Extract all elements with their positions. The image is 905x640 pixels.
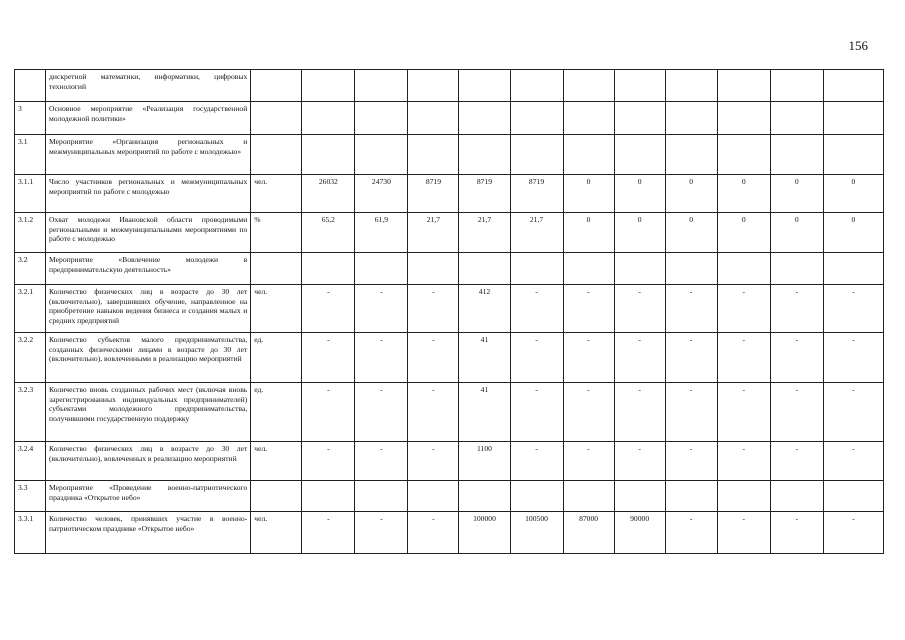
value-cell: - — [355, 442, 408, 481]
unit-cell — [251, 253, 302, 285]
value-cell: 21,7 — [459, 213, 510, 253]
row-number-cell: 3.1.2 — [15, 213, 46, 253]
indicator-name-cell: Мероприятие «Организация региональных и межмуниципальных мероприятий по работе с молодежью» — [46, 135, 251, 175]
value-cell: - — [408, 442, 459, 481]
value-cell: - — [510, 333, 563, 383]
table-row — [15, 481, 884, 512]
value-cell — [459, 70, 510, 102]
row-number-cell: 3.3 — [15, 481, 46, 512]
value-cell: 0 — [665, 213, 717, 253]
value-cell — [510, 253, 563, 285]
value-cell — [823, 135, 883, 175]
value-cell — [717, 481, 770, 512]
value-cell: - — [770, 333, 823, 383]
value-cell: 412 — [459, 285, 510, 333]
value-cell — [614, 253, 665, 285]
value-cell: 41 — [459, 383, 510, 442]
table-body — [15, 70, 884, 554]
value-cell: 26032 — [302, 175, 355, 213]
row-number-cell: 3.2.2 — [15, 333, 46, 383]
value-cell: 0 — [823, 213, 883, 253]
value-cell — [823, 253, 883, 285]
value-cell: 21,7 — [408, 213, 459, 253]
value-cell: 0 — [717, 175, 770, 213]
value-cell — [355, 70, 408, 102]
value-cell: 0 — [770, 175, 823, 213]
indicator-name-cell: Количество физических лиц в возрасте до 30 лет (включительно), завершивших обучение, направленное на приобретение навыков ведения бизнеса и создания малых и средних предприятий — [46, 285, 251, 333]
value-cell: - — [665, 512, 717, 554]
value-cell — [459, 481, 510, 512]
indicator-name-cell: Количество физических лиц в возрасте до 30 лет (включительно), вовлеченных в реализацию мероприятий — [46, 442, 251, 481]
value-cell — [302, 481, 355, 512]
value-cell: 41 — [459, 333, 510, 383]
row-number-cell: 3.2.3 — [15, 383, 46, 442]
value-cell — [302, 135, 355, 175]
value-cell — [665, 102, 717, 135]
value-cell — [408, 253, 459, 285]
indicator-name-cell: Основное мероприятие «Реализация государственной молодежной политики» — [46, 102, 251, 135]
value-cell — [355, 135, 408, 175]
value-cell — [510, 481, 563, 512]
value-cell — [563, 481, 614, 512]
value-cell: - — [563, 442, 614, 481]
indicator-name-cell: Количество человек, принявших участие в военно-патриотическом празднике «Открытое небо» — [46, 512, 251, 554]
value-cell: 0 — [665, 175, 717, 213]
value-cell: - — [614, 383, 665, 442]
value-cell — [614, 70, 665, 102]
value-cell: - — [408, 285, 459, 333]
value-cell: - — [665, 285, 717, 333]
value-cell — [459, 253, 510, 285]
value-cell — [770, 70, 823, 102]
value-cell: - — [823, 442, 883, 481]
value-cell: 0 — [770, 213, 823, 253]
row-number-cell: 3.2.4 — [15, 442, 46, 481]
value-cell — [665, 253, 717, 285]
table-row — [15, 333, 884, 383]
row-number-cell: 3.1 — [15, 135, 46, 175]
value-cell — [665, 135, 717, 175]
value-cell — [614, 481, 665, 512]
indicator-name-cell: Мероприятие «Проведение военно-патриотического праздника «Открытое небо» — [46, 481, 251, 512]
value-cell: - — [408, 512, 459, 554]
value-cell: - — [355, 285, 408, 333]
value-cell: 1100 — [459, 442, 510, 481]
value-cell: 0 — [823, 175, 883, 213]
value-cell — [563, 253, 614, 285]
unit-cell: чел. — [251, 175, 302, 213]
row-number-cell: 3.2 — [15, 253, 46, 285]
value-cell — [408, 135, 459, 175]
value-cell: - — [302, 512, 355, 554]
value-cell — [614, 135, 665, 175]
value-cell: - — [355, 383, 408, 442]
value-cell: - — [770, 512, 823, 554]
unit-cell: % — [251, 213, 302, 253]
value-cell: 8719 — [459, 175, 510, 213]
indicators-table — [14, 69, 884, 554]
row-number-cell: 3.1.1 — [15, 175, 46, 213]
value-cell — [563, 102, 614, 135]
value-cell: - — [770, 383, 823, 442]
value-cell: 24730 — [355, 175, 408, 213]
unit-cell: чел. — [251, 442, 302, 481]
value-cell: - — [823, 512, 883, 554]
value-cell: - — [563, 285, 614, 333]
value-cell — [510, 135, 563, 175]
value-cell: - — [614, 333, 665, 383]
value-cell: - — [408, 333, 459, 383]
value-cell — [665, 481, 717, 512]
value-cell — [408, 70, 459, 102]
value-cell: 8719 — [408, 175, 459, 213]
value-cell: - — [770, 442, 823, 481]
table-row — [15, 135, 884, 175]
value-cell: - — [614, 442, 665, 481]
value-cell: 100000 — [459, 512, 510, 554]
value-cell: 0 — [717, 213, 770, 253]
value-cell — [510, 70, 563, 102]
table-row — [15, 383, 884, 442]
value-cell: 21,7 — [510, 213, 563, 253]
value-cell: - — [302, 285, 355, 333]
table-row — [15, 512, 884, 554]
value-cell: - — [355, 333, 408, 383]
value-cell — [355, 481, 408, 512]
value-cell: - — [510, 442, 563, 481]
value-cell — [408, 102, 459, 135]
value-cell — [408, 481, 459, 512]
value-cell — [302, 102, 355, 135]
value-cell — [823, 481, 883, 512]
value-cell — [665, 70, 717, 102]
table-row — [15, 175, 884, 213]
table-row — [15, 102, 884, 135]
row-number-cell — [15, 70, 46, 102]
unit-cell: ед. — [251, 383, 302, 442]
indicator-name-cell: Охват молодежи Ивановской области проводимыми региональными и межмуниципальными мероприятиями по работе с молодежью — [46, 213, 251, 253]
unit-cell — [251, 481, 302, 512]
value-cell: - — [665, 442, 717, 481]
unit-cell: чел. — [251, 512, 302, 554]
value-cell: - — [510, 383, 563, 442]
indicator-name-cell: дискретной математики, информатики, цифровых технологий — [46, 70, 251, 102]
value-cell: - — [563, 333, 614, 383]
value-cell — [717, 253, 770, 285]
value-cell: - — [665, 333, 717, 383]
value-cell — [510, 102, 563, 135]
value-cell: - — [717, 383, 770, 442]
value-cell: 0 — [563, 175, 614, 213]
value-cell — [355, 253, 408, 285]
value-cell: 61,9 — [355, 213, 408, 253]
unit-cell: ед. — [251, 333, 302, 383]
value-cell: 0 — [563, 213, 614, 253]
value-cell: - — [302, 442, 355, 481]
value-cell: - — [614, 285, 665, 333]
row-number-cell: 3.2.1 — [15, 285, 46, 333]
indicator-name-cell: Количество субъектов малого предпринимательства, созданных физическими лицами в возрасте до 30 лет (включительно), вовлеченными в реализацию мероприятий — [46, 333, 251, 383]
value-cell: - — [770, 285, 823, 333]
value-cell: 100500 — [510, 512, 563, 554]
value-cell: - — [408, 383, 459, 442]
value-cell — [459, 102, 510, 135]
unit-cell — [251, 135, 302, 175]
page-number: 156 — [848, 38, 868, 53]
indicator-name-cell: Мероприятие «Вовлечение молодежи в предпринимательскую деятельность» — [46, 253, 251, 285]
value-cell: - — [563, 383, 614, 442]
value-cell — [459, 135, 510, 175]
value-cell: - — [717, 442, 770, 481]
value-cell: 0 — [614, 175, 665, 213]
value-cell — [770, 102, 823, 135]
value-cell — [823, 70, 883, 102]
value-cell — [614, 102, 665, 135]
unit-cell — [251, 102, 302, 135]
table-row — [15, 213, 884, 253]
table-row — [15, 253, 884, 285]
value-cell: 65,2 — [302, 213, 355, 253]
value-cell: - — [823, 333, 883, 383]
value-cell: 0 — [614, 213, 665, 253]
value-cell: - — [355, 512, 408, 554]
value-cell — [302, 70, 355, 102]
value-cell — [717, 102, 770, 135]
value-cell — [770, 135, 823, 175]
indicator-name-cell: Количество вновь созданных рабочих мест (включая вновь зарегистрированных индивидуальных предпринимателей) субъектами молодежного предпринимательства, получившими государственную поддержку — [46, 383, 251, 442]
value-cell — [717, 135, 770, 175]
value-cell: 90000 — [614, 512, 665, 554]
value-cell: - — [510, 285, 563, 333]
table-row — [15, 70, 884, 102]
value-cell — [770, 253, 823, 285]
value-cell — [717, 70, 770, 102]
value-cell: - — [717, 333, 770, 383]
value-cell: - — [717, 512, 770, 554]
value-cell — [563, 135, 614, 175]
row-number-cell: 3.3.1 — [15, 512, 46, 554]
value-cell: - — [302, 333, 355, 383]
value-cell — [355, 102, 408, 135]
value-cell: 87000 — [563, 512, 614, 554]
indicator-name-cell: Число участников региональных и межмуниципальных мероприятий по работе с молодежью — [46, 175, 251, 213]
unit-cell: чел. — [251, 285, 302, 333]
table-row — [15, 285, 884, 333]
table-row — [15, 442, 884, 481]
value-cell: - — [665, 383, 717, 442]
unit-cell — [251, 70, 302, 102]
value-cell: - — [823, 285, 883, 333]
value-cell: - — [717, 285, 770, 333]
value-cell: - — [823, 383, 883, 442]
value-cell: - — [302, 383, 355, 442]
value-cell: 8719 — [510, 175, 563, 213]
value-cell — [563, 70, 614, 102]
value-cell — [770, 481, 823, 512]
row-number-cell: 3 — [15, 102, 46, 135]
value-cell — [823, 102, 883, 135]
value-cell — [302, 253, 355, 285]
